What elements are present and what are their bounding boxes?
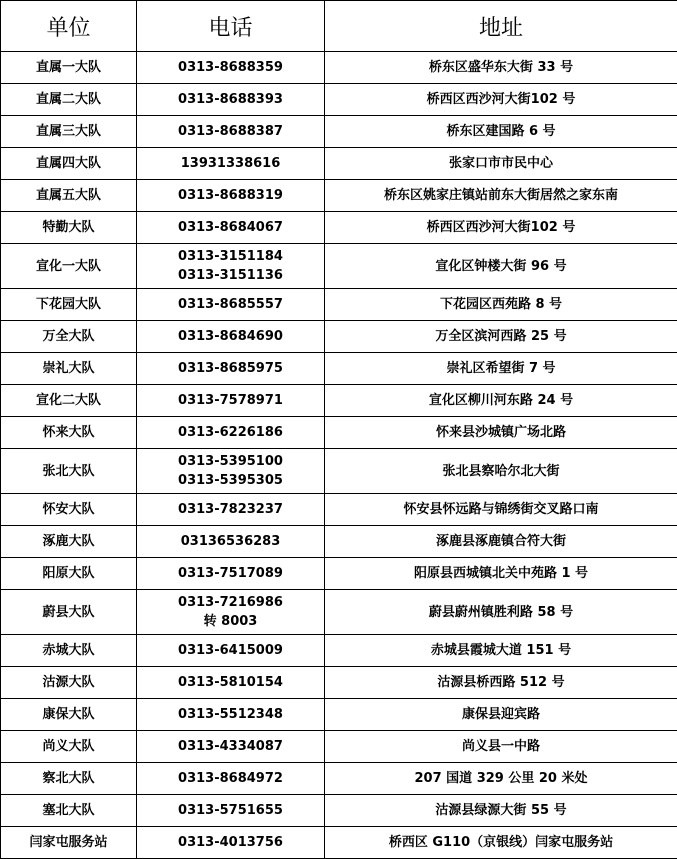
phone-number: 0313-5395305 — [139, 471, 322, 490]
phone-number: 0313-4334087 — [139, 737, 322, 756]
unit-cell: 特勤大队 — [1, 212, 137, 244]
phone-number: 0313-5751655 — [139, 801, 322, 820]
unit-cell: 下花园大队 — [1, 289, 137, 321]
phone-cell — [137, 558, 325, 590]
address-cell: 沽源县绿源大街 55 号 — [325, 795, 677, 827]
phone-number: 0313-6415009 — [139, 641, 322, 660]
address-cell: 桥东区建国路 6 号 — [325, 116, 677, 148]
address-cell: 蔚县蔚州镇胜利路 58 号 — [325, 590, 677, 635]
phone-number: 0313-7823237 — [139, 500, 322, 519]
phone-cell — [137, 244, 325, 289]
unit-cell: 直属三大队 — [1, 116, 137, 148]
address-cell: 怀来县沙城镇广场北路 — [325, 417, 677, 449]
table-row — [1, 494, 677, 526]
table-row — [1, 827, 677, 859]
table-row — [1, 244, 677, 289]
unit-cell: 直属一大队 — [1, 52, 137, 84]
header-row — [1, 1, 677, 52]
phone-number: 0313-8688319 — [139, 186, 322, 205]
table-row — [1, 353, 677, 385]
table-body — [1, 52, 677, 859]
phone-cell — [137, 667, 325, 699]
table-row — [1, 180, 677, 212]
phone-number: 0313-5512348 — [139, 705, 322, 724]
unit-cell: 宣化一大队 — [1, 244, 137, 289]
unit-cell: 察北大队 — [1, 763, 137, 795]
address-cell: 赤城县霞城大道 151 号 — [325, 635, 677, 667]
address-cell: 桥西区西沙河大街102 号 — [325, 212, 677, 244]
phone-number: 03136536283 — [139, 532, 322, 551]
unit-cell: 塞北大队 — [1, 795, 137, 827]
phone-cell — [137, 827, 325, 859]
unit-cell: 尚义大队 — [1, 731, 137, 763]
unit-cell: 沽源大队 — [1, 667, 137, 699]
phone-cell — [137, 449, 325, 494]
table-row — [1, 417, 677, 449]
unit-cell: 直属二大队 — [1, 84, 137, 116]
address-cell: 涿鹿县涿鹿镇合符大街 — [325, 526, 677, 558]
phone-number: 0313-8684972 — [139, 769, 322, 788]
phone-number: 0313-8688387 — [139, 122, 322, 141]
table-row — [1, 635, 677, 667]
address-cell: 桥西区 G110（京银线）闫家屯服务站 — [325, 827, 677, 859]
unit-cell: 闫家屯服务站 — [1, 827, 137, 859]
address-cell: 康保县迎宾路 — [325, 699, 677, 731]
phone-number: 0313-3151184 — [139, 247, 322, 266]
phone-cell — [137, 795, 325, 827]
table-row — [1, 449, 677, 494]
phone-cell — [137, 180, 325, 212]
table-row — [1, 385, 677, 417]
table-row — [1, 699, 677, 731]
table-row — [1, 321, 677, 353]
address-cell: 宣化区钟楼大街 96 号 — [325, 244, 677, 289]
header-unit: 单位 — [1, 1, 137, 52]
table-row — [1, 212, 677, 244]
address-cell: 桥东区姚家庄镇站前东大街居然之家东南 — [325, 180, 677, 212]
table-row — [1, 795, 677, 827]
unit-cell: 康保大队 — [1, 699, 137, 731]
address-cell: 张北县察哈尔北大街 — [325, 449, 677, 494]
phone-cell — [137, 385, 325, 417]
address-cell: 207 国道 329 公里 20 米处 — [325, 763, 677, 795]
phone-number: 0313-8685975 — [139, 359, 322, 378]
unit-cell: 直属四大队 — [1, 148, 137, 180]
phone-cell — [137, 84, 325, 116]
phone-number: 0313-8685557 — [139, 295, 322, 314]
unit-cell: 张北大队 — [1, 449, 137, 494]
phone-number: 0313-7216986 — [139, 593, 322, 612]
phone-number: 0313-8688393 — [139, 90, 322, 109]
unit-cell: 涿鹿大队 — [1, 526, 137, 558]
address-cell: 下花园区西苑路 8 号 — [325, 289, 677, 321]
phone-number: 0313-6226186 — [139, 423, 322, 442]
phone-cell — [137, 289, 325, 321]
unit-cell: 崇礼大队 — [1, 353, 137, 385]
address-cell: 桥东区盛华东大街 33 号 — [325, 52, 677, 84]
table-row — [1, 731, 677, 763]
address-cell: 沽源县桥西路 512 号 — [325, 667, 677, 699]
table-row — [1, 763, 677, 795]
phone-cell — [137, 148, 325, 180]
address-cell: 桥西区西沙河大街102 号 — [325, 84, 677, 116]
address-cell: 崇礼区希望街 7 号 — [325, 353, 677, 385]
unit-cell: 宣化二大队 — [1, 385, 137, 417]
phone-cell — [137, 590, 325, 635]
phone-cell — [137, 526, 325, 558]
phone-number: 13931338616 — [139, 154, 322, 173]
phone-number: 0313-8684067 — [139, 218, 322, 237]
unit-cell: 万全大队 — [1, 321, 137, 353]
address-cell: 尚义县一中路 — [325, 731, 677, 763]
table-row — [1, 116, 677, 148]
address-cell: 万全区滨河西路 25 号 — [325, 321, 677, 353]
table-row — [1, 84, 677, 116]
phone-cell — [137, 635, 325, 667]
phone-number: 转 8003 — [139, 612, 322, 631]
phone-number: 0313-8684690 — [139, 327, 322, 346]
address-cell: 阳原县西城镇北关中苑路 1 号 — [325, 558, 677, 590]
phone-cell — [137, 212, 325, 244]
unit-cell: 蔚县大队 — [1, 590, 137, 635]
table-row — [1, 52, 677, 84]
table-row — [1, 558, 677, 590]
phone-number: 0313-4013756 — [139, 833, 322, 852]
phone-number: 0313-7578971 — [139, 391, 322, 410]
phone-cell — [137, 116, 325, 148]
phone-number: 0313-5810154 — [139, 673, 322, 692]
header-address: 地址 — [325, 1, 677, 52]
table-row — [1, 289, 677, 321]
unit-cell: 怀来大队 — [1, 417, 137, 449]
phone-cell — [137, 353, 325, 385]
address-cell: 张家口市市民中心 — [325, 148, 677, 180]
unit-cell: 赤城大队 — [1, 635, 137, 667]
table-row — [1, 667, 677, 699]
phone-cell — [137, 699, 325, 731]
address-cell: 宣化区柳川河东路 24 号 — [325, 385, 677, 417]
phone-cell — [137, 763, 325, 795]
phone-number: 0313-5395100 — [139, 452, 322, 471]
phone-number: 0313-8688359 — [139, 58, 322, 77]
header-phone: 电话 — [137, 1, 325, 52]
address-cell: 怀安县怀远路与锦绣街交叉路口南 — [325, 494, 677, 526]
phone-number: 0313-3151136 — [139, 266, 322, 285]
table-row — [1, 148, 677, 180]
unit-cell: 怀安大队 — [1, 494, 137, 526]
unit-cell: 直属五大队 — [1, 180, 137, 212]
phone-cell — [137, 321, 325, 353]
unit-cell: 阳原大队 — [1, 558, 137, 590]
table-row — [1, 590, 677, 635]
table-row — [1, 526, 677, 558]
phone-cell — [137, 494, 325, 526]
phone-cell — [137, 731, 325, 763]
phone-cell — [137, 417, 325, 449]
phone-number: 0313-7517089 — [139, 564, 322, 583]
phone-cell — [137, 52, 325, 84]
